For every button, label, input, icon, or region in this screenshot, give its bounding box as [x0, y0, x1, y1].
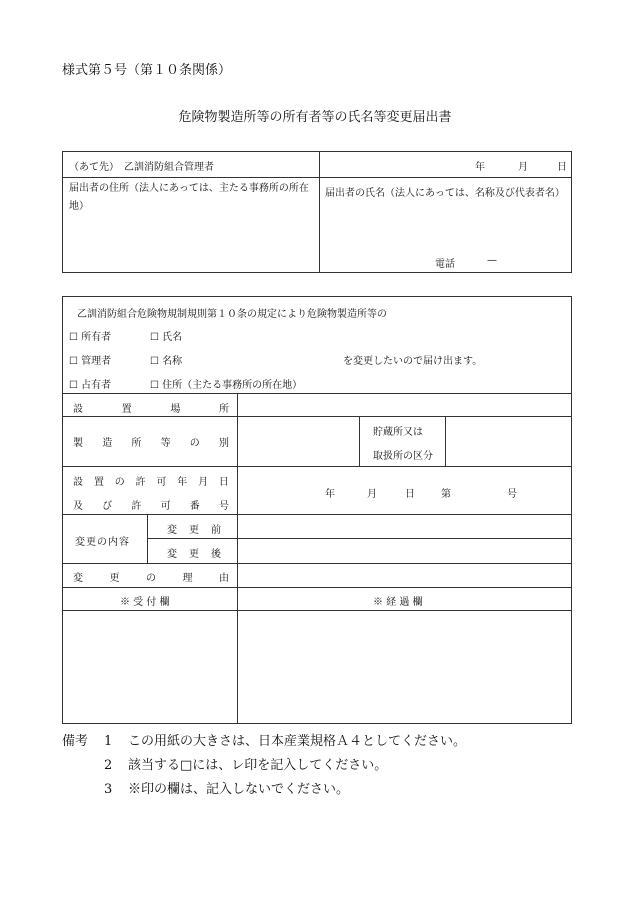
- change-contents-label: 変更の内容: [75, 537, 130, 548]
- addressee: （あて先） 乙訓消防組合管理者: [69, 162, 214, 173]
- permit-day-label: 日: [405, 489, 415, 500]
- location-label: 設 置 場 所: [73, 404, 229, 415]
- notes: 備考 1 この用紙の大きさは、日本産業規格Ａ４としてください。 2 該当する□には、レ印を記入してください。 3 ※印の欄は、記入しないでください。: [62, 730, 466, 802]
- reception-label: ※ 受 付 欄: [120, 597, 170, 608]
- date-day-label: 日: [557, 162, 567, 173]
- applicant-name-label: 届出者の氏名（法人にあっては、名称及び代表者名）: [325, 188, 565, 199]
- checkbox-name[interactable]: ☐ 氏名: [150, 332, 183, 343]
- after-label: 変 更 後: [167, 549, 221, 560]
- checkbox-icon: ☐: [150, 332, 159, 343]
- main-table: [62, 296, 572, 724]
- storage-label-1: 貯蔵所又は: [373, 427, 423, 438]
- document-title: 危険物製造所等の所有者等の氏名等変更届出書: [178, 110, 452, 125]
- checkbox-owner[interactable]: ☐ 所有者: [69, 332, 112, 343]
- storage-label-2: 取扱所の区分: [373, 451, 433, 462]
- date-month-label: 月: [518, 162, 528, 173]
- declaration-intro: 乙訓消防組合危険物規制規則第１０条の規定により危険物製造所等の: [77, 309, 387, 320]
- applicant-address-label: 届出者の住所（法人にあっては、主たる事務所の所在地）: [69, 183, 309, 212]
- facility-type-label: 製 造 所 等 の 別: [73, 438, 229, 449]
- permit-no-prefix: 第: [441, 489, 451, 500]
- permit-no-suffix: 号: [507, 489, 517, 500]
- progress-label: ※ 経 過 欄: [373, 597, 423, 608]
- phone-label: 電話: [435, 259, 455, 270]
- checkbox-icon: ☐: [69, 380, 78, 391]
- reason-label: 変 更 の 理 由: [73, 573, 229, 584]
- checkbox-icon: ☐: [69, 356, 78, 367]
- checkbox-icon: ☐: [150, 356, 159, 367]
- checkbox-occupant[interactable]: ☐ 占有者: [69, 380, 112, 391]
- header-table: [62, 151, 572, 273]
- before-label: 変 更 前: [167, 525, 221, 536]
- declaration-suffix: を変更したいので届け出ます。: [343, 356, 483, 367]
- checkbox-icon: ☐: [150, 380, 159, 391]
- note-item: 該当する□には、レ印を記入してください。: [128, 758, 388, 773]
- checkbox-address[interactable]: ☐ 住所（主たる事務所の所在地）: [150, 380, 303, 391]
- permit-month-label: 月: [367, 489, 377, 500]
- note-item: ※印の欄は、記入しないでください。: [128, 782, 350, 797]
- notes-heading: 備考: [62, 734, 89, 749]
- permit-label-1: 設 置 の 許 可 年 月 日: [73, 477, 229, 488]
- form-number: 様式第５号（第１０条関係）: [62, 63, 232, 78]
- permit-year-label: 年: [325, 489, 335, 500]
- checkbox-title[interactable]: ☐ 名称: [150, 356, 183, 367]
- checkbox-manager[interactable]: ☐ 管理者: [69, 356, 112, 367]
- date-year-label: 年: [475, 162, 485, 173]
- permit-label-2: 及 び 許 可 番 号: [73, 501, 229, 512]
- note-item: この用紙の大きさは、日本産業規格Ａ４としてください。: [128, 734, 467, 749]
- phone-dash: —: [487, 255, 497, 266]
- checkbox-icon: ☐: [69, 332, 78, 343]
